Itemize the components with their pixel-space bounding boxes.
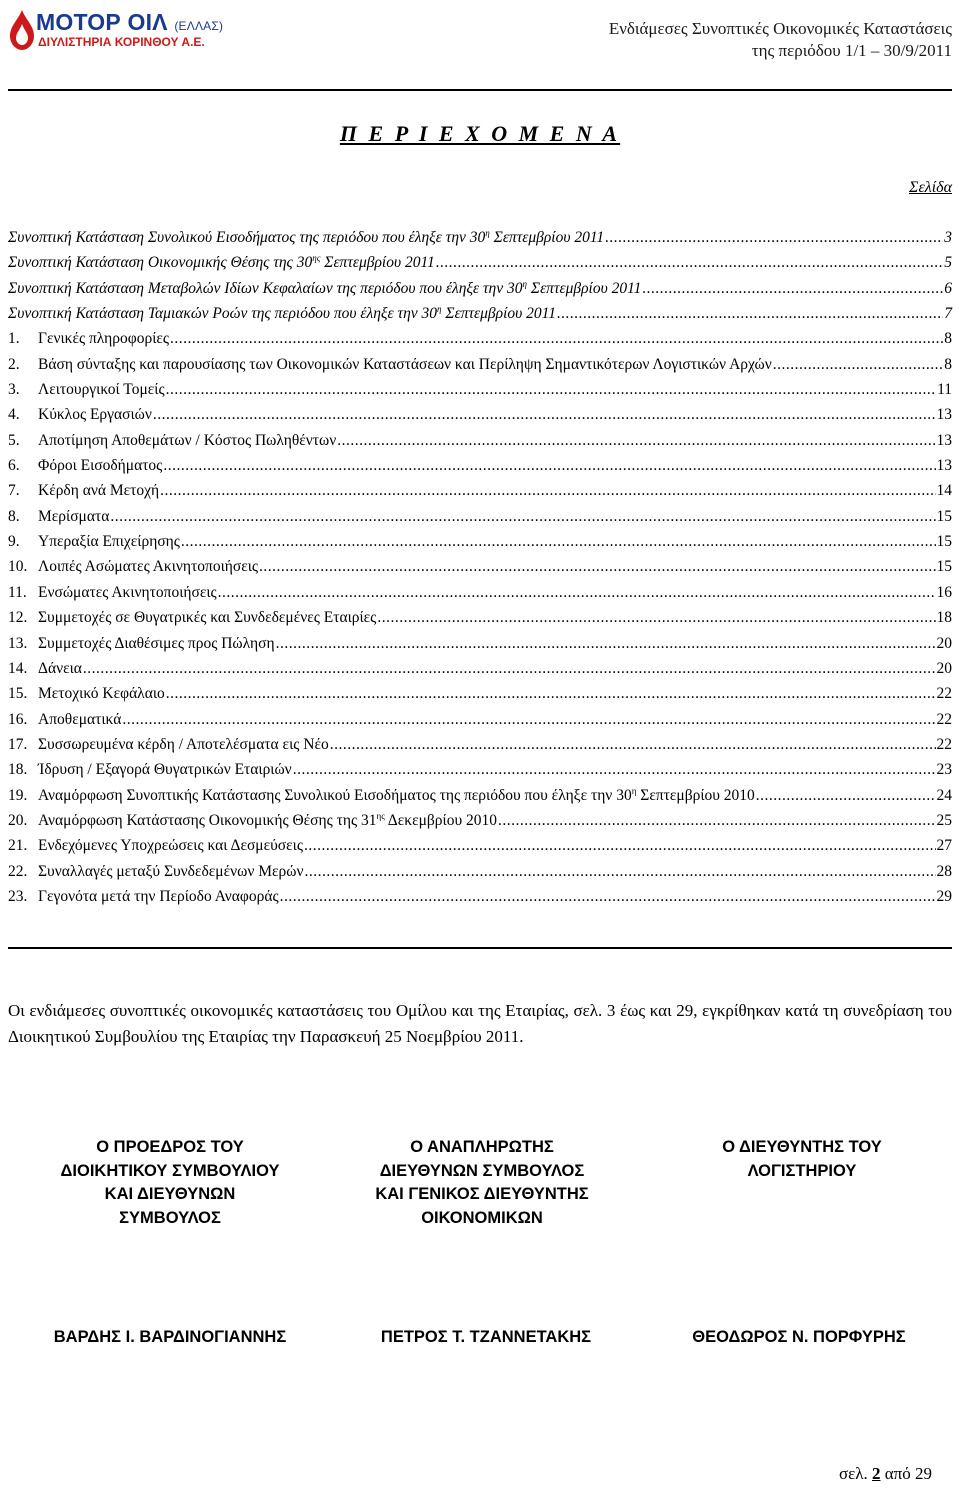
toc-entry-text: Μετοχικό Κεφάλαιο — [38, 685, 165, 703]
toc-entry-label — [38, 432, 336, 450]
toc-note-entry[interactable] — [8, 837, 952, 862]
current-page: 2 — [872, 1464, 881, 1483]
signature-title-line: ΚΑΙ ΔΙΕΥΘΥΝΩΝ — [104, 1185, 236, 1203]
toc-page-number: 18 — [936, 609, 952, 627]
toc-entry-superscript: ης — [312, 253, 321, 264]
toc-leader-dots — [280, 888, 936, 906]
toc-entry-text-suffix: Σεπτεμβρίου 2011 — [441, 305, 556, 323]
toc-page-number: 22 — [936, 710, 952, 728]
toc-statement-entry[interactable] — [8, 280, 952, 305]
toc-entry-label — [38, 685, 165, 703]
toc-entry-text: Γενικές πληροφορίες — [38, 330, 170, 348]
toc-page-number: 25 — [936, 811, 952, 829]
toc-entry-text: Λειτουργικοί Τομείς — [38, 381, 165, 399]
toc-entry-text-suffix: Σεπτεμβρίου 2011 — [526, 279, 642, 297]
toc-entry-text: Ενσώματες Ακινητοποιήσεις — [38, 583, 217, 601]
toc-entry-text: Συμμετοχές Διαθέσιμες προς Πώληση — [38, 634, 275, 652]
toc-entry-text: Ενδεχόμενες Υποχρεώσεις και Δεσμεύσεις — [38, 837, 303, 855]
signature-title-deputy-ceo — [332, 1136, 632, 1230]
toc-statement-entry[interactable] — [8, 254, 952, 279]
toc-entry-number: 15. — [8, 685, 28, 703]
toc-entry-text: Κύκλος Εργασιών — [38, 406, 152, 424]
toc-entry-text: Συνοπτική Κατάσταση Ταμιακών Ροών της περιόδου που έληξε την 30 — [8, 305, 438, 323]
toc-page-number: 20 — [936, 634, 952, 652]
toc-entry-number: 4. — [8, 406, 20, 424]
toc-entry-text: Αναμόρφωση Κατάστασης Οικονομικής Θέσης της 31 — [38, 811, 377, 829]
toc-leader-dots — [122, 711, 935, 729]
toc-entry-number: 23. — [8, 887, 28, 905]
toc-page-number: 7 — [944, 305, 952, 323]
toc-leader-dots — [557, 305, 943, 323]
toc-leader-dots — [377, 609, 935, 627]
toc-leader-dots — [304, 837, 936, 855]
toc-entry-label — [38, 609, 376, 627]
toc-entry-number: 11. — [8, 583, 27, 601]
toc-note-entry[interactable] — [8, 381, 952, 406]
toc-page-number: 23 — [936, 761, 952, 779]
toc-leader-dots — [304, 863, 935, 881]
toc-page-number: 16 — [936, 583, 952, 601]
toc-entry-label — [38, 584, 217, 602]
toc-leader-dots — [756, 787, 936, 805]
toc-entry-label — [8, 229, 604, 247]
signatory-name-deputy-ceo: ΠΕΤΡΟΣ Τ. ΤΖΑΝΝΕΤΑΚΗΣ — [380, 1328, 592, 1346]
toc-entry-number: 6. — [8, 457, 20, 475]
toc-entry-number: 18. — [8, 761, 28, 779]
toc-note-entry[interactable] — [8, 812, 952, 837]
toc-divider — [8, 947, 952, 949]
toc-note-entry[interactable] — [8, 635, 952, 660]
toc-page-number: 28 — [936, 862, 952, 880]
toc-entry-text: Ίδρυση / Εξαγορά Θυγατρικών Εταιριών — [38, 761, 292, 779]
toc-note-entry[interactable] — [8, 406, 952, 431]
toc-leader-dots — [259, 558, 935, 576]
toc-entry-label — [38, 863, 303, 881]
toc-page-number: 13 — [936, 406, 952, 424]
toc-entry-text: Συσσωρευμένα κέρδη / Αποτελέσματα εις Νέο — [38, 735, 329, 753]
toc-note-entry[interactable] — [8, 863, 952, 888]
signatory-name-chief-accountant: ΘΕΟΔΩΡΟΣ Ν. ΠΟΡΦΥΡΗΣ — [692, 1328, 906, 1346]
toc-page-number: 14 — [936, 482, 952, 500]
toc-note-entry[interactable] — [8, 432, 952, 457]
toc-page-number: 24 — [936, 786, 952, 804]
toc-entry-label — [38, 635, 275, 653]
toc-leader-dots — [170, 330, 943, 348]
toc-note-entry[interactable] — [8, 533, 952, 558]
toc-note-entry[interactable] — [8, 660, 952, 685]
toc-entry-label — [38, 457, 162, 475]
toc-entry-number: 20. — [8, 811, 28, 829]
company-logo-name: ΜΟΤΟΡ ΟΙΛ (ΕΛΛΑΣ) — [36, 9, 224, 35]
toc-entry-text-suffix: Σεπτεμβρίου 2011 — [489, 229, 605, 246]
toc-leader-dots — [166, 685, 936, 703]
toc-note-entry[interactable] — [8, 356, 952, 381]
toc-entry-text: Δάνεια — [38, 659, 82, 677]
toc-note-entry[interactable] — [8, 508, 952, 533]
toc-entry-text-suffix: Σεπτεμβρίου 2010 — [636, 786, 755, 804]
signature-title-chairman — [20, 1136, 320, 1230]
toc-entry-text: Υπεραξία Επιχείρησης — [38, 533, 180, 551]
toc-entry-text: Συμμετοχές σε Θυγατρικές και Συνδεδεμένες Εταιρίες — [38, 609, 377, 627]
toc-entry-label — [38, 482, 159, 500]
approval-statement: Οι ενδιάμεσες συνοπτικές οικονομικές καταστάσεις του Ομίλου και της Εταιρίας, σελ. 3 έως και 29, εγκρίθηκαν κατά τη συνεδρίαση του Διοικητικού Συμβουλίου της Εταιρίας την Παρασκευή 25 Νοεμβρίου 2011. — [8, 1001, 952, 1046]
toc-page-number: 27 — [936, 837, 952, 855]
toc-entry-number: 12. — [8, 609, 28, 627]
toc-leader-dots — [218, 584, 936, 602]
toc-entry-text: Φόροι Εισοδήματος — [38, 457, 163, 475]
toc-page-number: 15 — [936, 533, 952, 551]
toc-entry-text: Συνοπτική Κατάσταση Συνολικού Εισοδήματος της περιόδου που έληξε την 30 — [8, 229, 486, 246]
toc-leader-dots — [605, 229, 943, 247]
toc-statement-entry[interactable] — [8, 305, 952, 330]
signatory-name-chairman: ΒΑΡΔΗΣ Ι. ΒΑΡΔΙΝΟΓΙΑΝΝΗΣ — [53, 1328, 287, 1346]
toc-leader-dots — [83, 660, 936, 678]
toc-page-number: 20 — [936, 659, 952, 677]
toc-entry-text: Συνοπτική Κατάσταση Μεταβολών Ιδίων Κεφαλαίων της περιόδου που έληξε την 30 — [8, 279, 523, 297]
signature-title-line: ΚΑΙ ΓΕΝΙΚΟΣ ΔΙΕΥΘΥΝΤΗΣ — [375, 1185, 589, 1203]
toc-note-entry[interactable] — [8, 330, 952, 355]
toc-entry-label — [38, 812, 497, 830]
document-title: Ενδιάμεσες Συνοπτικές Οικονομικές Καταστάσεις — [608, 19, 952, 38]
page-column-label: Σελίδα — [908, 179, 952, 196]
toc-entry-text: Αποτίμηση Αποθεμάτων / Κόστος Πωληθέντων — [38, 431, 337, 449]
signature-title-line: ΟΙΚΟΝΟΜΙΚΩΝ — [421, 1208, 543, 1227]
signature-title-line: ΔΙΟΙΚΗΤΙΚΟΥ ΣΥΜΒΟΥΛΙΟΥ — [60, 1161, 280, 1180]
toc-entry-number: 3. — [8, 381, 20, 399]
toc-statement-entry[interactable] — [8, 229, 952, 254]
toc-entry-number: 22. — [8, 862, 28, 880]
signature-title-line: Ο ΠΡΟΕΔΡΟΣ ΤΟΥ — [96, 1138, 244, 1156]
toc-page-number: 8 — [944, 355, 952, 373]
toc-leader-dots — [293, 761, 936, 779]
toc-leader-dots — [160, 482, 935, 500]
toc-entry-number: 16. — [8, 710, 28, 728]
toc-page-number: 5 — [944, 254, 952, 272]
signature-title-line: ΣΥΜΒΟΥΛΟΣ — [119, 1208, 221, 1227]
toc-entry-label — [38, 508, 109, 526]
toc-entry-text: Αναμόρφωση Συνοπτικής Κατάστασης Συνολικού Εισοδήματος της περιόδου που έληξε την 30 — [38, 786, 632, 804]
toc-entry-text: Γεγονότα μετά την Περίοδο Αναφοράς — [38, 887, 279, 905]
toc-entry-label — [8, 280, 641, 298]
toc-leader-dots — [163, 457, 935, 475]
toc-leader-dots — [337, 432, 935, 450]
toc-page-number: 15 — [936, 507, 952, 525]
toc-page-number: 15 — [936, 558, 952, 576]
toc-entry-label — [38, 356, 772, 374]
toc-page-number: 29 — [936, 887, 952, 905]
toc-entry-label — [38, 888, 279, 906]
toc-entry-text-suffix: Δεκεμβρίου 2010 — [384, 811, 497, 829]
toc-entry-label — [38, 837, 303, 855]
toc-note-entry[interactable] — [8, 787, 952, 812]
signature-title-line: ΔΙΕΥΘΥΝΩΝ ΣΥΜΒΟΥΛΟΣ — [379, 1161, 585, 1180]
toc-entry-superscript: η — [631, 785, 637, 796]
signature-title-chief-accountant — [652, 1136, 952, 1183]
toc-entry-label — [38, 761, 292, 779]
toc-entry-number: 9. — [8, 533, 20, 551]
toc-entry-number: 21. — [8, 837, 28, 855]
signature-title-line: ΛΟΓΙΣΤΗΡΙΟΥ — [747, 1161, 857, 1180]
toc-entry-text: Μερίσματα — [38, 507, 110, 525]
toc-note-entry[interactable] — [8, 685, 952, 710]
toc-leader-dots — [110, 508, 935, 526]
toc-entry-text: Βάση σύνταξης και παρουσίασης των Οικονομικών Καταστάσεων και Περίληψη Σημαντικότερων Λογιστικών Αρχών — [38, 355, 772, 373]
toc-entry-label — [38, 381, 165, 399]
toc-page-number: 11 — [937, 381, 952, 399]
signature-title-line: Ο ΑΝΑΠΛΗΡΩΤΗΣ — [410, 1138, 554, 1156]
toc-note-entry[interactable] — [8, 761, 952, 786]
toc-page-number: 3 — [944, 229, 952, 246]
toc-leader-dots — [773, 356, 943, 374]
toc-entry-number: 8. — [8, 507, 20, 525]
toc-note-entry[interactable] — [8, 609, 952, 634]
toc-entry-label — [38, 787, 755, 805]
page-number — [839, 1464, 932, 1484]
toc-entry-label — [38, 533, 180, 551]
signature-title-line: Ο ΔΙΕΥΘΥΝΤΗΣ ΤΟΥ — [722, 1138, 882, 1156]
table-of-contents — [8, 229, 952, 913]
toc-title: Π Ε Ρ Ι Ε Χ Ο Μ Ε Ν Α — [339, 121, 621, 146]
toc-entry-text: Συναλλαγές μεταξύ Συνδεδεμένων Μερών — [38, 862, 304, 880]
toc-leader-dots — [153, 406, 936, 424]
toc-leader-dots — [181, 533, 936, 551]
toc-entry-number: 13. — [8, 634, 28, 652]
toc-page-number: 13 — [936, 431, 952, 449]
toc-entry-label — [38, 558, 258, 576]
toc-entry-text: Αποθεματικά — [38, 710, 122, 728]
toc-entry-superscript: η — [485, 227, 490, 238]
company-logo-subtitle: ΔΙΥΛΙΣΤΗΡΙΑ ΚΟΡΙΝΘΟΥ Α.Ε. — [38, 35, 205, 49]
toc-page-number: 22 — [936, 735, 952, 753]
toc-leader-dots — [276, 635, 936, 653]
toc-entry-text-suffix: Σεπτεμβρίου 2011 — [320, 254, 435, 272]
toc-note-entry[interactable] — [8, 482, 952, 507]
toc-entry-number: 2. — [8, 355, 20, 373]
toc-entry-label — [38, 736, 329, 754]
toc-entry-label — [8, 305, 556, 323]
toc-leader-dots — [166, 381, 936, 399]
toc-entry-text: Λοιπές Ασώματες Ακινητοποιήσεις — [38, 558, 259, 576]
toc-leader-dots — [642, 280, 943, 298]
page-of: από — [884, 1464, 911, 1483]
toc-entry-text: Κέρδη ανά Μετοχή — [38, 482, 160, 500]
toc-page-number: 22 — [936, 685, 952, 703]
toc-leader-dots — [498, 812, 936, 830]
toc-note-entry[interactable] — [8, 558, 952, 583]
toc-note-entry[interactable] — [8, 457, 952, 482]
toc-entry-superscript: ης — [376, 810, 385, 821]
toc-entry-number: 1. — [8, 330, 20, 348]
total-pages: 29 — [915, 1464, 932, 1483]
toc-entry-label — [8, 254, 435, 272]
toc-page-number: 6 — [944, 279, 952, 297]
toc-note-entry[interactable] — [8, 584, 952, 609]
toc-entry-label — [38, 660, 82, 678]
toc-entry-superscript: η — [522, 278, 527, 289]
toc-entry-superscript: η — [437, 303, 442, 314]
toc-page-number: 13 — [936, 457, 952, 475]
toc-note-entry[interactable] — [8, 888, 952, 913]
reporting-period: της περιόδου 1/1 – 30/9/2011 — [751, 41, 952, 60]
toc-leader-dots — [436, 254, 943, 272]
toc-entry-number: 7. — [8, 482, 20, 500]
toc-entry-number: 19. — [8, 786, 28, 804]
toc-note-entry[interactable] — [8, 711, 952, 736]
toc-entry-text: Συνοπτική Κατάσταση Οικονομικής Θέσης της 30 — [8, 254, 313, 272]
toc-entry-label — [38, 406, 152, 424]
document-header — [609, 18, 952, 62]
header-divider — [8, 89, 952, 91]
toc-entry-number: 10. — [8, 558, 28, 576]
toc-entry-number: 14. — [8, 659, 28, 677]
toc-leader-dots — [330, 736, 936, 754]
page-prefix: σελ. — [838, 1464, 868, 1483]
toc-page-number: 8 — [944, 330, 952, 348]
toc-entry-label — [38, 711, 121, 729]
toc-note-entry[interactable] — [8, 736, 952, 761]
toc-entry-number: 17. — [8, 735, 28, 753]
toc-entry-label — [38, 330, 169, 348]
toc-entry-number: 5. — [8, 431, 20, 449]
